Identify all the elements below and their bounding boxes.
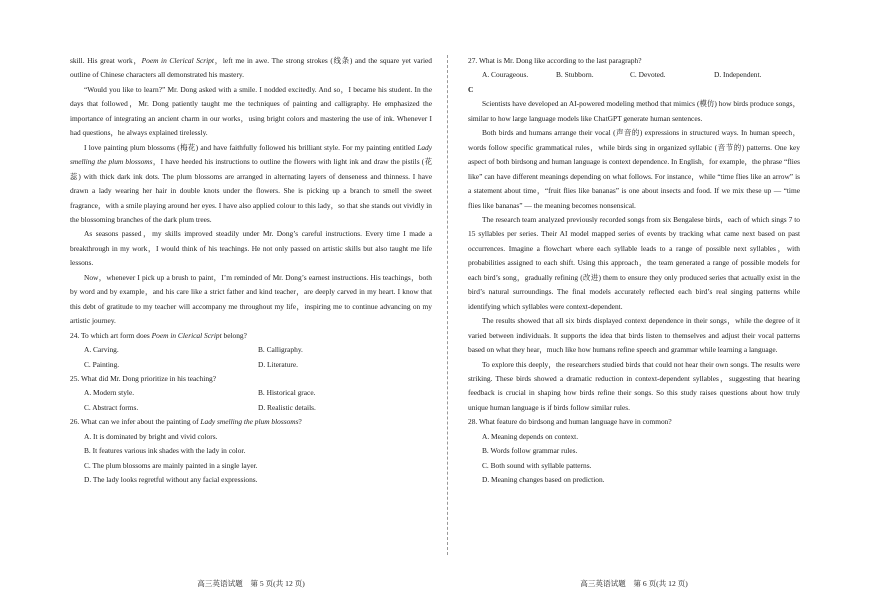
paragraph: The results showed that all six birds displayed context dependence in their songs，while the degree of it varied between individuals. It supports the idea that birds listen to themselves and adjust their vocal patterns based on what they hear，much like how humans refine speech and grammar while learning a language. [468,316,800,355]
option: D. Realistic details. [258,402,316,412]
paragraph: Both birds and humans arrange their vocal (声音的) expressions in structured ways. In human speech，words follow specific grammatical rules，while birds sing in organized syllabic (音节的) patterns. One key aspect of both birdsong and human language is context dependence. In English，for example，the phrase “flies like” can have different meanings depending on what follows. For instance，while “time flies like an arrow” is a statement about time，“fruit flies like bananas” is one about insects and food. If we mix these up — “time flies like bananas” — the meaning becomes nonsensical. [468,128,800,210]
paragraph: The research team analyzed previously recorded songs from six Bengalese birds，each of which sings 7 to 15 syllables per series. Their AI model mapped series of events by tracking what came next based on past occurrences. Imagine a flowchart where each syllable leads to a range of possible next syllables，with probabilities assigned to each shift. Using this approach，the team generated a range of possible models for each bird’s song，gradually refining (改进) them to ensure they only produced series that actually exist in the bird’s natural surroundings. The final models accurately reflected each bird’s real singing patterns while identifying which syllables were context-dependent. [468,214,800,311]
question-24-options [70,343,432,372]
option: D. Literature. [258,359,299,369]
option: B. It features various ink shades with the lady in color. [84,446,246,456]
option: A. Courageous. [482,70,529,80]
paragraph: I love painting plum blossoms (梅花) and have faithfully followed his brilliant style. For my painting entitled Lady smelling the plum blossoms，I have heeded his instructions to outline the flowers with light ink and draw the pistils (花蕊) with thick dark ink dots. The plum blossoms are arranged in alternating layers of denseness and thinness. I have drawn a lady wearing her hair in double knots under the flowers. She is picking up a branch to smell the sweet fragrance，with a smile playing around her eyes. I have also applied colour to this lady，so that she stands out vividly in the blossoming branches of the dark plum trees. [70,142,432,224]
question-25: 25. What did Mr. Dong prioritize in his teaching? [70,373,217,383]
left-content [70,54,432,488]
option: D. Independent. [714,70,762,80]
option: B. Words follow grammar rules. [482,446,578,456]
question-25-options [70,386,432,415]
option: D. Meaning changes based on prediction. [482,475,605,485]
left-page [70,0,432,607]
paragraph: skill. His great work，Poem in Clerical Script，left me in awe. The strong strokes (线条) and the square yet varied outline of Chinese characters all demonstrated his mastery. [70,56,432,80]
page-divider [447,55,448,555]
page-footer: 高三英语试题 第 5 页(共 12 页) [197,579,305,588]
section-heading: C [468,84,474,94]
option: D. The lady looks regretful without any facial expressions. [84,475,258,485]
paragraph: “Would you like to learn?” Mr. Dong asked with a smile. I nodded excitedly. And so，I became his student. In the days that followed，Mr. Dong patiently taught me the techniques of painting and calligraphy. He emphasized the importance of integrating an ancient charm in our works，using bright colors and mastering the use of ink. Whenever I had questions，he always explained tirelessly. [70,84,432,138]
paragraph: Scientists have developed an AI-powered modeling method that mimics (模仿) how birds produce songs，similar to how large language models like ChatGPT generate human sentences. [468,99,800,123]
option: B. Historical grace. [258,388,316,398]
question-27: 27. What is Mr. Dong like according to the last paragraph? [468,56,642,65]
paragraph: As seasons passed，my skills improved steadily under Mr. Dong’s careful instructions. Every time I made a breakthrough in my work，I would think of his teachings. He not only passed on artistic skills but also taught me life lessons. [70,229,432,268]
question-24: 24. To which art form does Poem in Clerical Script belong? [70,330,247,340]
option: C. The plum blossoms are mainly painted in a single layer. [84,460,258,470]
paragraph: Now，whenever I pick up a brush to paint，I’m reminded of Mr. Dong’s earnest instructions. His teachings，both by word and by example，and his care like a strict father and kind teacher，are deeply carved in my heart. I know that this debt of gratitude to my teacher will accompany me throughout my life，inspiring me to continue advancing on my artistic journey. [70,272,432,326]
question-26: 26. What can we infer about the painting of Lady smelling the plum blossoms? [70,417,302,427]
option: B. Stubborn. [556,70,594,80]
right-page [468,0,800,607]
page-footer: 高三英语试题 第 6 页(共 12 页) [580,579,688,588]
option: B. Calligraphy. [258,345,303,355]
option: A. Modern style. [84,388,135,398]
option: A. Carving. [84,345,119,355]
question-27-options [468,68,800,82]
option: C. Devoted. [630,70,666,80]
option: C. Both sound with syllable patterns. [482,460,592,470]
question-28: 28. What feature do birdsong and human language have in common? [468,417,672,427]
option: A. It is dominated by bright and vivid colors. [84,431,218,441]
right-content [468,54,800,488]
option: C. Abstract forms. [84,402,139,412]
paragraph: To explore this deeply，the researchers studied birds that could not hear their own songs. The results were striking. These birds showed a dramatic reduction in context-dependent syllables，suggesting that hearing feedback is crucial in shaping how birds refine their songs. So this study raises questions about how truly unique human language is if birds follow similar rules. [468,359,800,412]
option: A. Meaning depends on context. [482,431,579,441]
option: C. Painting. [84,359,120,369]
